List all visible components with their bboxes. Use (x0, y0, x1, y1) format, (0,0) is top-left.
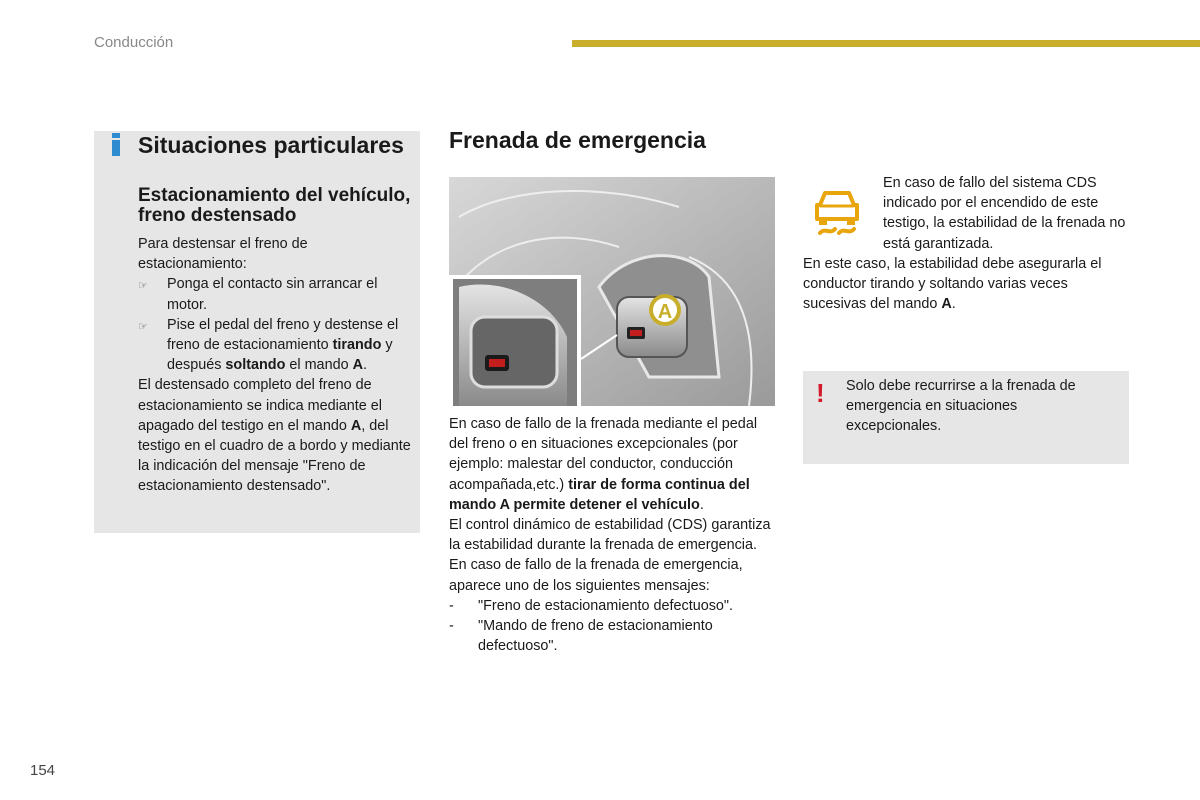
section-heading: Frenada de emergencia (449, 127, 706, 153)
warning-text: Solo debe recurrirse a la frenada de emergencia en situaciones excepcionales. (846, 378, 1076, 435)
info-box-title: Situaciones particulares (138, 132, 404, 158)
emergency-body (449, 414, 777, 656)
emergency-paragraph: El control dinámico de estabilidad (CDS) garantiza la estabilidad durante la frenada de emergencia. (449, 517, 771, 554)
parking-brake-photo (449, 177, 775, 406)
header-rule (572, 40, 1200, 47)
list-item: ☞ Ponga el contacto sin arrancar el motor. (138, 274, 416, 314)
cds-warning-icon (812, 183, 862, 237)
pointing-hand-icon: ☞ (138, 280, 148, 293)
emergency-paragraph: En caso de fallo de la frenada de emergencia, aparece uno de los siguientes mensajes: (449, 557, 743, 594)
emergency-paragraph: En caso de fallo de la frenada mediante el pedal del freno o en situaciones excepcionales (por ejemplo: malestar del conductor, conducción acompañada,etc.) tirar de forma continua del mando A permite detener el vehículo. (449, 416, 758, 513)
info-icon (112, 133, 120, 155)
exclamation-icon: ! (816, 378, 825, 408)
info-paragraph: El destensado completo del freno de estacionamiento se indica mediante el apagado del testigo en el mando A, del testigo en el cuadro de a bordo y mediante la indicación del mensaje "Freno de estacionamiento destensado". (138, 377, 411, 495)
list-item: ☞ Pise el pedal del freno y destense el freno de estacionamiento tirando y después soltando el mando A. (138, 315, 416, 376)
info-intro: Para destensar el freno de estacionamiento: (138, 236, 308, 273)
photo-callout-label: A (657, 301, 673, 323)
info-box-subtitle: Estacionamiento del vehículo, freno destensado (138, 185, 411, 226)
pointing-hand-icon: ☞ (138, 320, 148, 333)
list-item: - "Freno de estacionamiento defectuoso". (449, 597, 734, 614)
info-box-body (138, 234, 416, 497)
list-item: - "Mando de freno de estacionamiento defectuoso". (449, 618, 713, 655)
cds-follow-text: En este caso, la estabilidad debe asegurarla el conductor tirando y soltando varias veces sucesivas del mando A. (803, 256, 1102, 313)
cds-text: En caso de fallo del sistema CDS indicado por el encendido de este testigo, la estabilidad de la frenada no está garantizada. (883, 175, 1126, 252)
page-number: 154 (30, 762, 56, 779)
section-label: Conducción (94, 34, 174, 51)
